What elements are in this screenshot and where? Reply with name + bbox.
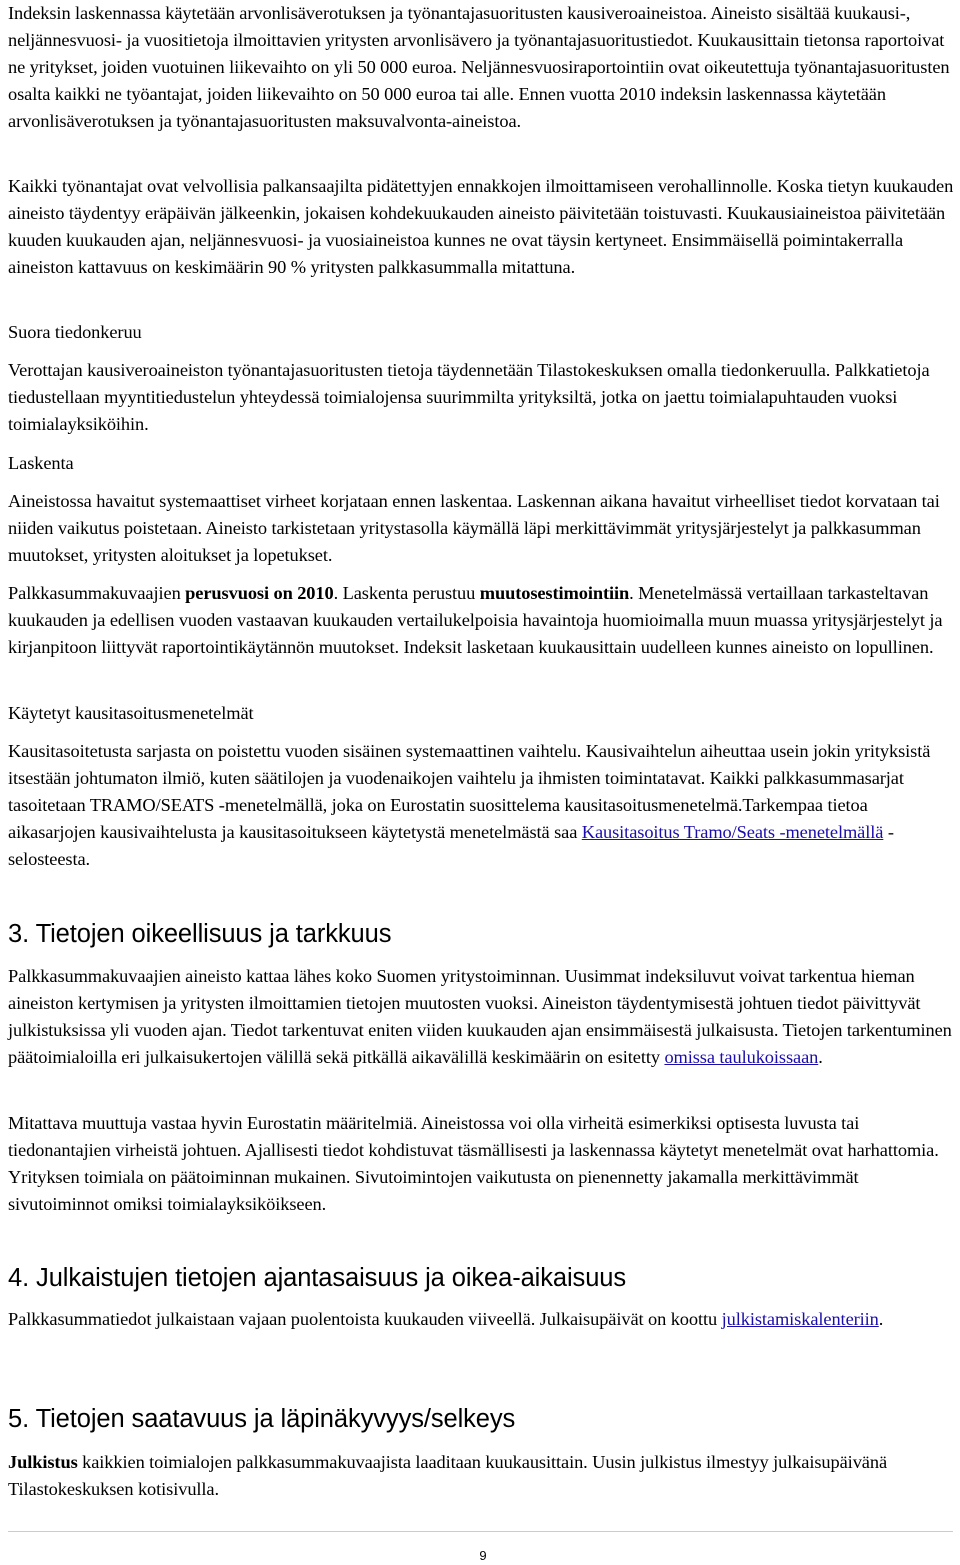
paragraph-availability <box>8 1449 958 1503</box>
paragraph-text: Kaikki työnantajat ovat velvollisia palkansaajilta pidätettyjen ennakkojen ilmoittamiseen verohallinnolle. Koska tietyn kuukauden aineisto täydentyy eräpäivän jälkeenkin, jokaisen kohdekuukauden aineisto päivitetään toistuvasti. Kuukausiaineistoa päivitetään kuuden kuukauden ajan, neljännesvuosi- ja vuosiaineistoa kunnes ne ovat täysin kertyneet. Ensimmäisellä poimintakerralla aineiston kattavuus on keskimäärin 90 % yritysten palkkasummalla mitattuna. <box>8 176 954 277</box>
paragraph-text: Verottajan kausiveroaineiston työnantajasuoritusten tietoja täydennetään Tilastokeskuksen omalla tiedonkeruulla. Palkkatietoja tiedustellaan myyntitiedustelun yhteydessä toimialojensa suurimmilta yrityksiltä, jotka on jaettu toimialapuhtauden vuoksi toimialayksiköihin. <box>8 360 930 434</box>
paragraph-accuracy <box>8 963 958 1071</box>
section-heading-3: 3. Tietojen oikeellisuus ja tarkkuus <box>8 920 392 948</box>
paragraph-calculation <box>8 488 958 569</box>
paragraph-text: . Menetelmässä vertaillaan tarkasteltavan kuukauden ja edellisen vuoden vastaavan kuukauden vertailukelpoisia havaintoja huomioimalla muun muassa yritysjärjestelyt ja kirjanpitoon liittyvät raportointikäytännön muutokset. Indeksit lasketaan kuukausittain uudelleen kunnes aineisto on lopullinen. <box>8 583 943 657</box>
link-tramo-seats[interactable]: Kausitasoitus Tramo/Seats -menetelmällä <box>581 822 884 842</box>
paragraph-base-year <box>8 580 958 661</box>
link-own-tables[interactable]: omissa taulukoissaan <box>664 1047 819 1067</box>
page-number: 9 <box>479 1548 487 1563</box>
paragraph-timeliness <box>8 1306 883 1333</box>
paragraph-employer-reporting <box>8 173 958 281</box>
paragraph-text: . <box>818 1047 823 1067</box>
section-heading-5: 5. Tietojen saatavuus ja läpinäkyvyys/selkeys <box>8 1405 516 1433</box>
paragraph-text: kaikkien toimialojen palkkasummakuvaajista laaditaan kuukausittain. Uusin julkistus ilmestyy julkaisupäivänä Tilastokeskuksen kotisivulla. <box>8 1452 888 1499</box>
paragraph-text: -selosteesta. <box>8 822 894 869</box>
footer-divider <box>8 1531 953 1532</box>
bold-change-estimation: muutosestimointiin <box>479 583 630 603</box>
paragraph-text: Kausitasoitetusta sarjasta on poistettu vuoden sisäinen systemaattinen vaihtelu. Kausivaihtelun aiheuttaa usein jokin yrityksistä itsestään johtumaton ilmiö, kuten säätilojen ja vuodenaikojen vaihtelu ja ihmisten toimintatavat. Kaikki palkkasummasarjat tasoitetaan TRAMO/SEATS -menetelmällä, joka on Eurostatin suosittelema kausitasoitusmenetelmä.Tarkempaa tietoa aikasarjojen kausivaihtelusta ja kausitasoitukseen käytetystä menetelmästä saa <box>8 741 931 842</box>
paragraph-text: Palkkasummakuvaajien aineisto kattaa lähes koko Suomen yritystoiminnan. Uusimmat indeksiluvut voivat tarkentua hieman aineiston kertymisen ja yritysten ilmoittamien tietojen muutosten vuoksi. Aineiston täydentymisestä johtuen tiedot päivittyvät julkistuksissa yli vuoden ajan. Tiedot tarkentuvat eniten viiden kuukauden ajan ensimmäisestä julkaisusta. Tietojen tarkentuminen päätoimialoilla eri julkaisukertojen välillä sekä pitkällä aikavälillä keskimäärin on esitetty <box>8 966 952 1067</box>
paragraph-text: Palkkasummakuvaajien <box>8 583 186 603</box>
paragraph-seasonal-adjustment <box>8 738 958 873</box>
subheading-seasonal-adjustment: Käytetyt kausitasoitusmenetelmät <box>8 703 254 723</box>
paragraph-text: Mitattava muuttuja vastaa hyvin Eurostatin määritelmiä. Aineistossa voi olla virheitä esimerkiksi optisesta luvusta tai tiedonantajien virheistä johtuen. Ajallisesti tiedot kohdistuvat täsmällisesti ja laskennassa käytetyt menetelmät ovat harhattomia. Yrityksen toimiala on päätoiminnan mukainen. Sivutoimintojen vaikutusta on pienennetty jakamalla merkittävimmät sivutoiminnot omiksi toimialayksiköikseen. <box>8 1113 939 1214</box>
paragraph-text: . <box>878 1309 884 1329</box>
paragraph-direct-collection <box>8 357 958 438</box>
section-heading-4: 4. Julkaistujen tietojen ajantasaisuus ja oikea-aikaisuus <box>8 1264 627 1292</box>
subheading-calculation: Laskenta <box>8 453 74 473</box>
paragraph-data-sources <box>8 0 958 135</box>
subheading-direct-collection: Suora tiedonkeruu <box>8 322 142 342</box>
paragraph-eurostat-definitions <box>8 1110 958 1218</box>
paragraph-text: Palkkasummatiedot julkaistaan vajaan puolentoista kuukauden viiveellä. Julkaisupäivät on koottu <box>8 1309 722 1329</box>
bold-release: Julkistus <box>8 1452 78 1472</box>
paragraph-text: Aineistossa havaitut systemaattiset virheet korjataan ennen laskentaa. Laskennan aikana havaitut virheelliset tiedot korvataan tai niiden vaikutus poistetaan. Aineisto tarkistetaan yritystasolla käymällä läpi merkittävimmät yritysjärjestelyt ja palkkasumman muutokset, yritysten aloitukset ja lopetukset. <box>8 491 940 565</box>
bold-base-year: perusvuosi on 2010 <box>185 583 334 603</box>
paragraph-text: Indeksin laskennassa käytetään arvonlisäverotuksen ja työnantajasuoritusten kausiveroaineistoa. Aineisto sisältää kuukausi-, neljännesvuosi- ja vuositietoja ilmoittavien yritysten arvonlisävero ja työnantajasuoritustiedot. Kuukausittain tietonsa raportoivat ne yritykset, joiden vuotuinen liikevaihto on yli 50 000 euroa. Neljännesvuosiraportointiin ovat oikeutettuja työnantajasuoritusten osalta kaikki ne työantajat, joiden liikevaihto on 50 000 euroa tai alle. Ennen vuotta 2010 indeksin laskennassa käytetään arvonlisäverotuksen ja työnantajasuoritusten maksuvalvonta-aineistoa. <box>8 3 950 131</box>
link-release-calendar[interactable]: julkistamiskalenteriin <box>721 1309 879 1329</box>
paragraph-text: . Laskenta perustuu <box>333 583 480 603</box>
